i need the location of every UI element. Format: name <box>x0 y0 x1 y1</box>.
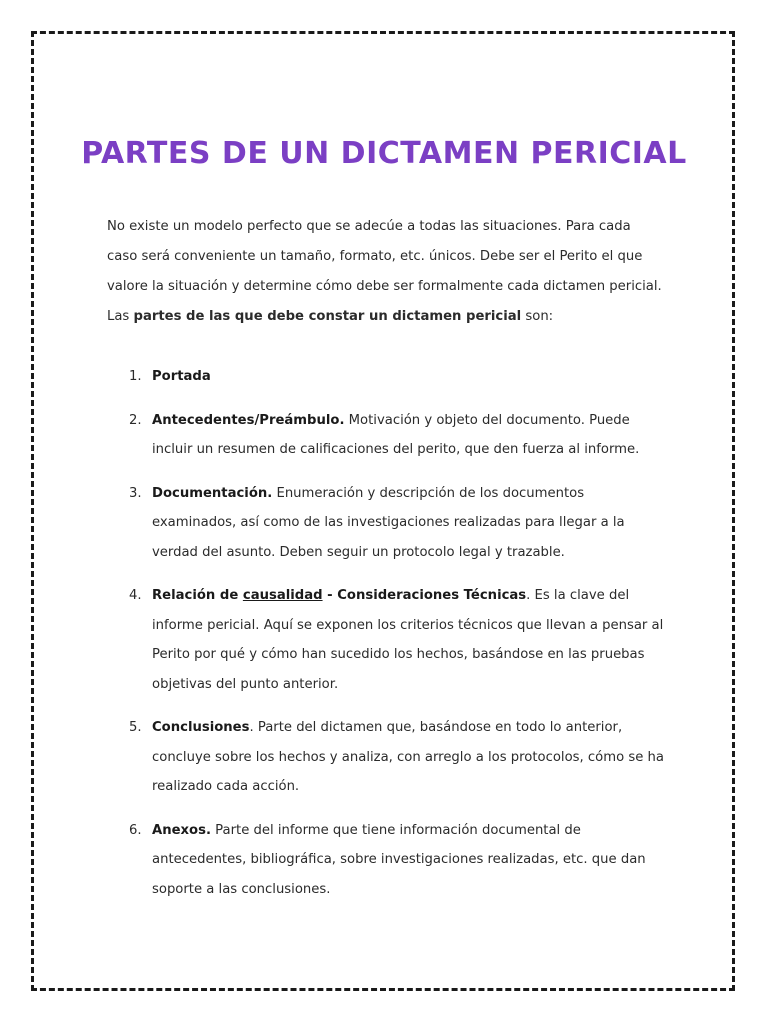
list-item-documentacion <box>107 479 667 568</box>
intro-text: No existe un modelo perfecto que se adecúe a todas las situaciones. Para cada caso será conveniente un tamaño, formato, etc. únicos. Debe ser el Perito el que valore la situación y determine cómo debe ser formalmente cada dictamen pericial. Las <box>107 219 662 324</box>
item-heading: Anexos. <box>152 822 211 838</box>
page-title: PARTES DE UN DICTAMEN PERICIAL <box>81 136 687 171</box>
item-text: Enumeración y descripción de los documentos examinados, así como de las investigaciones realizadas para llegar a la verdad del asunto. Deben seguir un protocolo legal y trazable. <box>152 485 625 560</box>
list-item-relacion <box>107 581 667 699</box>
list-item-portada <box>107 362 667 392</box>
parts-list <box>107 362 667 918</box>
item-number: 2. <box>129 412 142 428</box>
list-item-conclusiones <box>107 713 667 802</box>
item-number: 4. <box>129 588 142 603</box>
causalidad-link[interactable]: causalidad <box>242 588 323 603</box>
item-number: 3. <box>129 485 142 501</box>
item-text: . Parte del dictamen que, basándose en todo lo anterior, concluye sobre los hechos y analiza, con arreglo a los protocolos, cómo se ha realizado cada acción. <box>152 720 664 794</box>
item-heading: Conclusiones <box>152 720 250 735</box>
item-heading: Antecedentes/Preámbulo. <box>152 412 345 428</box>
item-heading-b: - Consideraciones Técnicas <box>322 588 527 603</box>
intro-paragraph <box>107 212 662 332</box>
intro-end: son: <box>521 309 554 324</box>
list-item-antecedentes <box>107 406 667 465</box>
item-number: 1. <box>129 369 142 384</box>
item-heading-a: Relación de <box>152 588 243 603</box>
item-text: Motivación y objeto del documento. Puede incluir un resumen de calificaciones del perito, que den fuerza al informe. <box>152 412 640 457</box>
item-text: . Es la clave del informe pericial. Aquí se exponen los criterios técnicos que llevan a pensar al Perito por qué y cómo han sucedido los hechos, basándose en las pruebas objetivas del punto anterior. <box>152 588 664 692</box>
list-item-anexos <box>107 816 667 905</box>
item-text: Parte del informe que tiene información documental de antecedentes, bibliográfica, sobre investigaciones realizadas, etc. que dan soporte a las conclusiones. <box>152 822 646 897</box>
item-heading: Portada <box>152 369 211 384</box>
item-heading: Documentación. <box>152 485 273 501</box>
intro-bold: partes de las que debe constar un dictamen pericial <box>133 309 522 324</box>
item-number: 6. <box>129 822 142 838</box>
item-number: 5. <box>129 720 142 735</box>
